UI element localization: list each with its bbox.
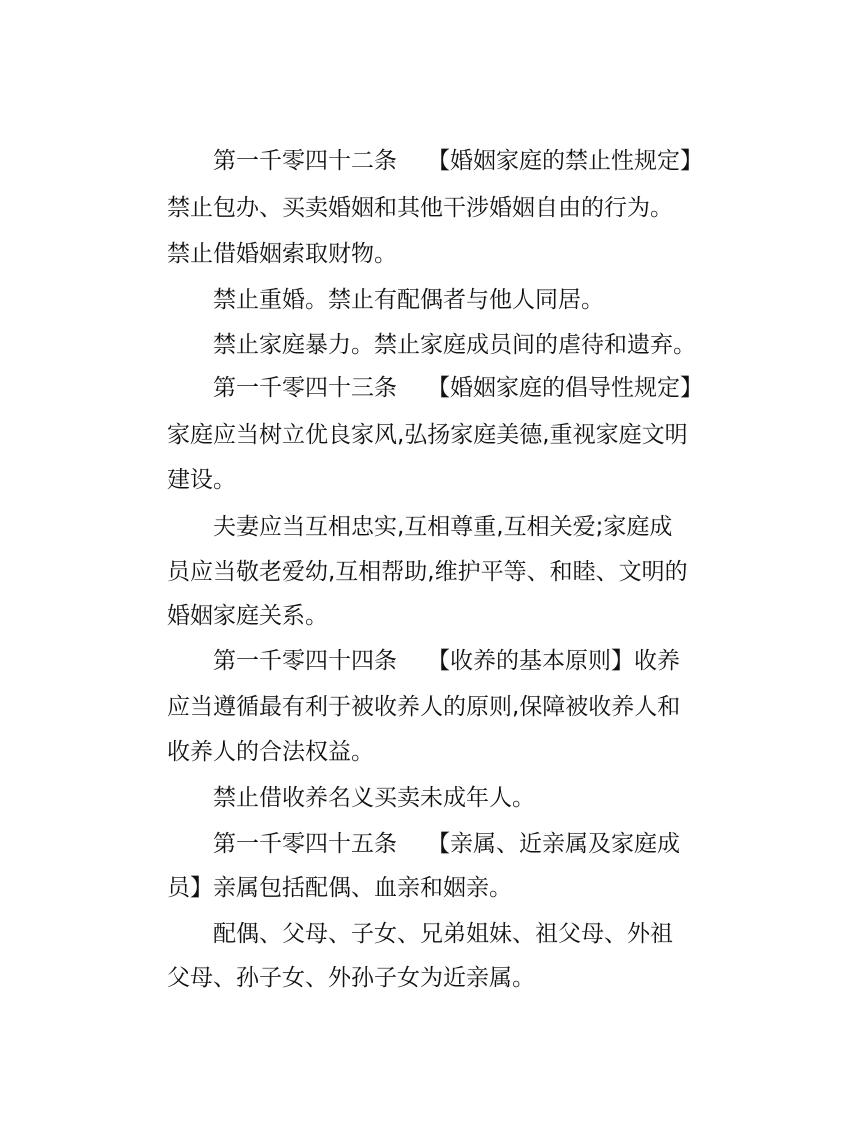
article-number: 第一千零四十五条: [213, 831, 397, 857]
article-1043-heading: [213, 373, 703, 403]
article-number: 第一千零四十二条: [213, 148, 397, 174]
text-line: 收养人的合法权益。: [167, 739, 374, 765]
text-line: 员应当敬老爱幼,互相帮助,维护平等、和睦、文明的: [167, 559, 688, 585]
text-line: 家庭应当树立优良家风,弘扬家庭美德,重视家庭文明: [167, 422, 688, 448]
article-1042-heading: [213, 146, 703, 176]
article-1045-heading: [213, 829, 680, 859]
article-title: 【婚姻家庭的禁止性规定】: [427, 148, 703, 174]
text-line: 禁止包办、买卖婚姻和其他干涉婚姻自由的行为。: [167, 195, 673, 221]
article-number: 第一千零四十四条: [213, 648, 397, 674]
article-title: 【亲属、近亲属及家庭成: [427, 831, 680, 857]
text-line: 员】亲属包括配偶、血亲和姻亲。: [167, 875, 512, 901]
text-line: 夫妻应当互相忠实,互相尊重,互相关爱;家庭成: [213, 514, 673, 540]
text-line: 禁止借收养名义买卖未成年人。: [213, 785, 535, 811]
article-number: 第一千零四十三条: [213, 375, 397, 401]
text-line: 父母、孙子女、外孙子女为近亲属。: [167, 965, 535, 991]
text-line: 婚姻家庭关系。: [167, 603, 328, 629]
article-title: 【收养的基本原则】收养: [427, 648, 680, 674]
text-line: 应当遵循最有利于被收养人的原则,保障被收养人和: [167, 694, 681, 720]
article-title: 【婚姻家庭的倡导性规定】: [427, 375, 703, 401]
text-line: 禁止借婚姻索取财物。: [167, 241, 397, 267]
article-1044-heading: [213, 646, 680, 676]
text-line: 配偶、父母、子女、兄弟姐妹、祖父母、外祖: [213, 921, 673, 947]
text-line: 建设。: [167, 467, 236, 493]
text-line: 禁止家庭暴力。禁止家庭成员间的虐待和遗弃。: [213, 332, 696, 358]
text-line: 禁止重婚。禁止有配偶者与他人同居。: [213, 287, 604, 313]
